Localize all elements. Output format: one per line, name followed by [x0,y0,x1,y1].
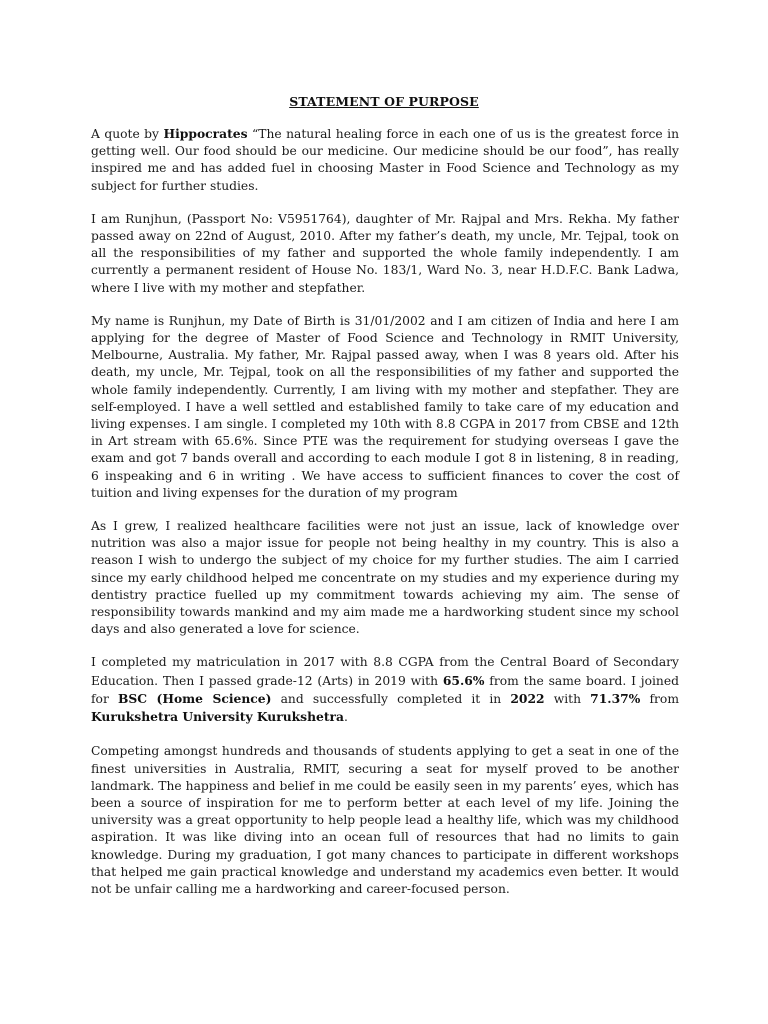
paragraph-identity: I am Runjhun, (Passport No: V5951764), daughter of Mr. Rajpal and Mrs. Rekha. My father passed away on 22nd of August, 2010. After my father’s death, my uncle, Mr. Tejpal, took on all the responsibilities of my father and supported the whole family independently. I am currently a permanent resident of House No. 183/1, Ward No. 3, near H.D.F.C. Bank Ladwa, where I live with my mother and stepfather. [91,211,679,295]
text-run: I completed my matriculation in 2017 with 8.8 CGPA from the Central Board of Secondary Education. Then I passed grade-12 (Arts) in 2019 with [91,655,679,688]
paragraph-motivation: As I grew, I realized healthcare facilities were not just an issue, lack of knowledge over nutrition was also a major issue for people not being healthy in my country. This is also a reason I wish to undergo the subject of my choice for my further studies. The aim I carried since my early childhood helped me concentrate on my studies and my experience during my dentistry practice fuelled up my commitment towards achieving my aim. The sense of responsibility towards mankind and my aim made me a hardworking student since my school days and also generated a love for science. [91,519,679,637]
document-body [91,125,679,914]
paragraph-background: My name is Runjhun, my Date of Birth is 31/01/2002 and I am citizen of India and here I am applying for the degree of Master of Food Science and Technology in RMIT University, Melbourne, Australia. My father, Mr. Rajpal passed away, when I was 8 years old. After his death, my uncle, Mr. Tejpal, took on all the responsibilities of my father and supported the whole family independently. Currently, I am living with my mother and stepfather. They are self-employed. I have a well settled and established family to take care of my education and living expenses. I am single. I completed my 10th with 8.8 CGPA in 2017 from CBSE and 12th in Art stream with 65.6%. Since PTE was the requirement for studying overseas I gave the exam and got 7 bands overall and according to each module I got 8 in listening, 8 in reading, 6 inspeaking and 6 in writing . We have access to sufficient finances to cover the cost of tuition and living expenses for the duration of my program [91,313,679,500]
text-run: A quote by [91,127,164,141]
bold-run: 2022 [510,690,545,706]
text-run: from the same board. I joined for [91,673,679,706]
bold-run: BSC (Home Science) [117,690,272,706]
paragraph-quote [91,125,679,195]
paragraph-education [91,654,679,726]
page-title: STATEMENT OF PURPOSE [289,94,479,109]
bold-run: Kurukshetra University Kurukshetra [91,709,344,725]
text-run: from [640,691,679,706]
paragraph-university: Competing amongst hundreds and thousands of students applying to get a seat in one of the finest universities in Australia, RMIT, securing a seat for myself proved to be another landmark. The happiness and belief in me could be easily seen in my parents’ eyes, which has been a source of inspiration for me to perform better at each level of my life. Joining the university was a great opportunity to help people lead a healthy life, which was my childhood aspiration. It was like diving into an ocean full of resources that had no limits to gain knowledge. During my graduation, I got many chances to participate in different workshops that helped me gain practical knowledge and understand my academics even better. It would not be unfair calling me a hardworking and career-focused person. [91,744,679,896]
bold-run: Hippocrates [163,126,248,141]
text-run: with [544,691,591,706]
bold-run: 65.6% [442,672,485,688]
text-run: and successfully completed it in [271,691,511,706]
bold-run: 71.37% [590,690,641,706]
text-run: . [344,710,348,725]
text-run: “The natural healing force in each one of us is the greatest force in getting well. Our food should be our medicine. Our medicine should be our food”, has really inspired me and has added fuel in choosing Master in Food Science and Technology as my subject for further studies. [91,127,679,193]
